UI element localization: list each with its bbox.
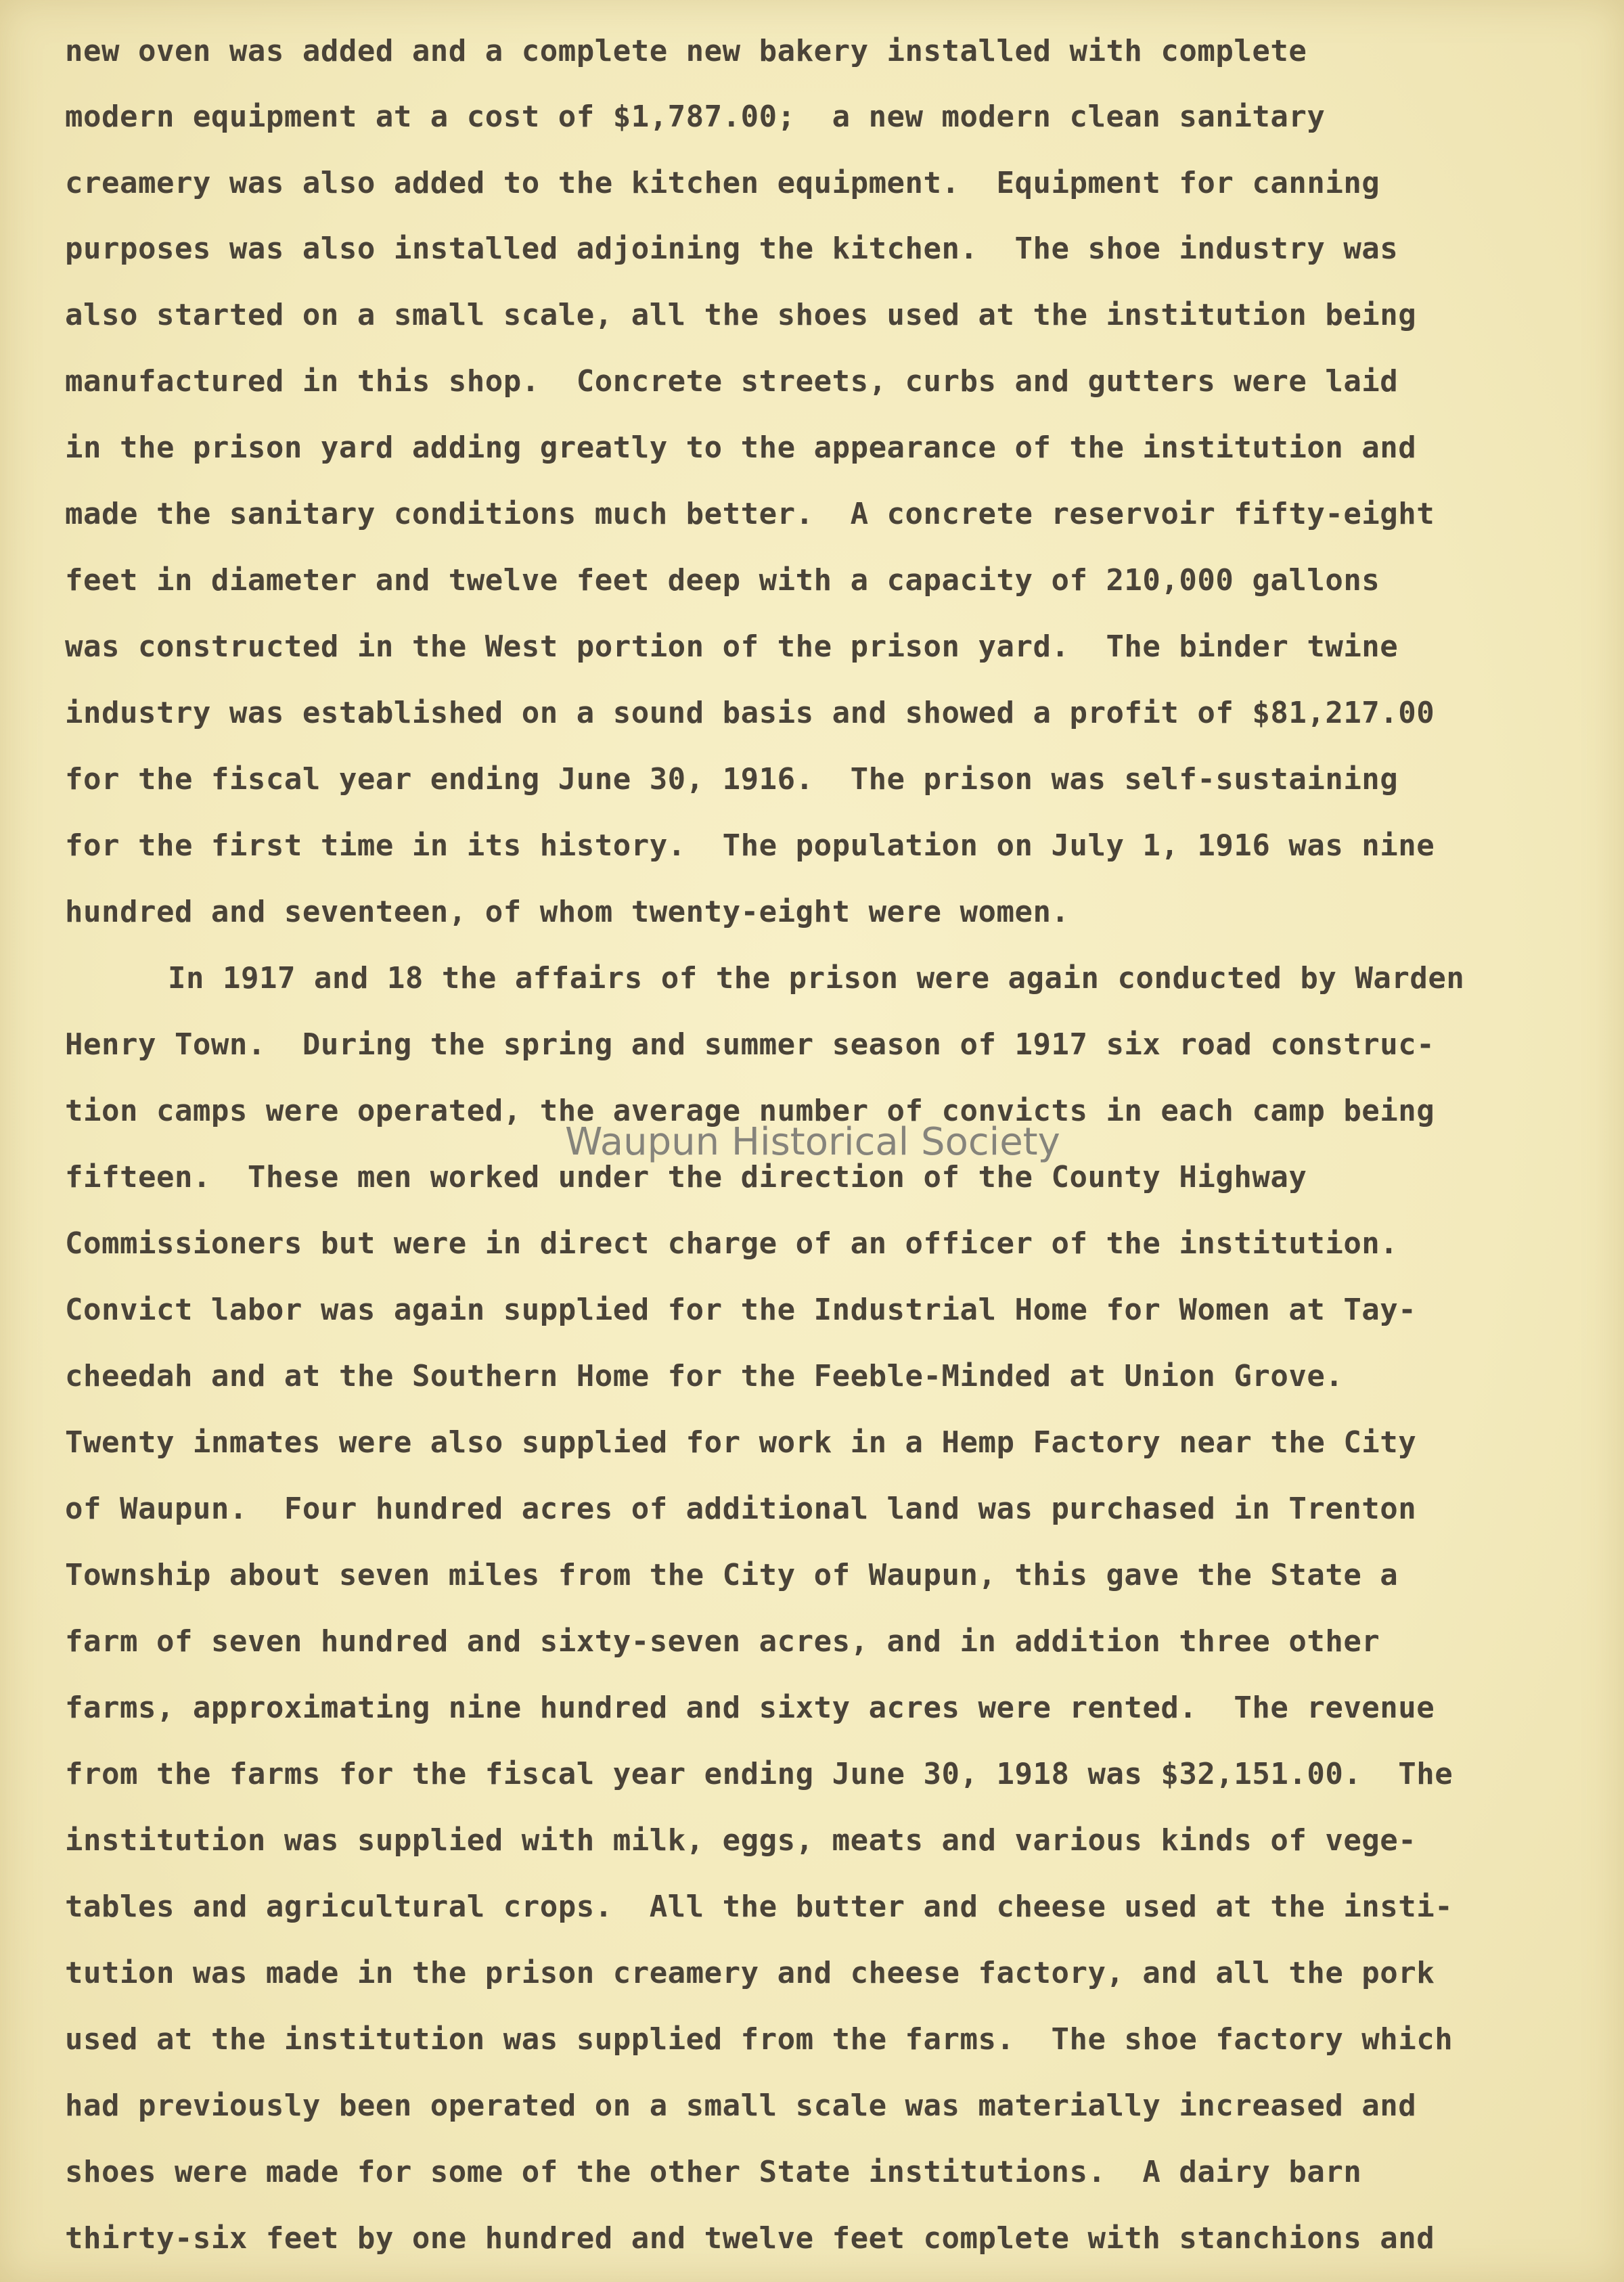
text-line: for the fiscal year ending June 30, 1916. The prison was self-sustaining	[65, 762, 1399, 797]
text-line: Convict labor was again supplied for the Industrial Home for Women at Tay-	[65, 1293, 1417, 1327]
text-line: Commissioners but were in direct charge of an officer of the institution.	[65, 1226, 1399, 1261]
text-line: Twenty inmates were also supplied for work in a Hemp Factory near the City	[65, 1425, 1417, 1460]
text-line: for the first time in its history. The population on July 1, 1916 was nine	[65, 828, 1435, 863]
text-line: hundred and seventeen, of whom twenty-eight were women.	[65, 895, 1070, 929]
text-line: tion camps were operated, the average number of convicts in each camp being	[65, 1094, 1435, 1128]
text-line: industry was established on a sound basis and showed a profit of $81,217.00	[65, 696, 1435, 730]
text-line: had previously been operated on a small scale was materially increased and	[65, 2088, 1417, 2123]
text-line: was constructed in the West portion of the prison yard. The binder twine	[65, 629, 1399, 664]
text-line: used at the institution was supplied from the farms. The shoe factory which	[65, 2022, 1453, 2057]
text-line: new oven was added and a complete new bakery installed with complete	[65, 34, 1307, 68]
text-line: shoes were made for some of the other State institutions. A dairy barn	[65, 2155, 1362, 2189]
text-line: made the sanitary conditions much better. A concrete reservoir fifty-eight	[65, 497, 1435, 531]
text-line: farms, approximating nine hundred and sixty acres were rented. The revenue	[65, 1691, 1435, 1725]
text-line: creamery was also added to the kitchen equipment. Equipment for canning	[65, 166, 1380, 200]
text-line: institution was supplied with milk, eggs, meats and various kinds of vege-	[65, 1823, 1417, 1858]
text-line: cheedah and at the Southern Home for the Feeble-Minded at Union Grove.	[65, 1359, 1344, 1393]
text-line: tables and agricultural crops. All the butter and cheese used at the insti-	[65, 1889, 1453, 1924]
text-line: Henry Town. During the spring and summer season of 1917 six road construc-	[65, 1027, 1435, 1062]
text-line: farm of seven hundred and sixty-seven acres, and in addition three other	[65, 1624, 1380, 1659]
text-line: manufactured in this shop. Concrete streets, curbs and gutters were laid	[65, 364, 1399, 399]
text-line: modern equipment at a cost of $1,787.00; a new modern clean sanitary	[65, 99, 1326, 134]
text-line: tution was made in the prison creamery and cheese factory, and all the pork	[65, 1956, 1435, 1990]
text-line: feet in diameter and twelve feet deep with a capacity of 210,000 gallons	[65, 563, 1380, 598]
text-line: also started on a small scale, all the shoes used at the institution being	[65, 298, 1417, 332]
watermark: Waupun Historical Society	[565, 1120, 1060, 1164]
text-line: of Waupun. Four hundred acres of additional land was purchased in Trenton	[65, 1492, 1417, 1526]
text-line: thirty-six feet by one hundred and twelve feet complete with stanchions and	[65, 2221, 1435, 2256]
text-line: purposes was also installed adjoining the kitchen. The shoe industry was	[65, 231, 1399, 266]
text-line: fifteen. These men worked under the direction of the County Highway	[65, 1160, 1307, 1194]
text-line: in the prison yard adding greatly to the appearance of the institution and	[65, 430, 1417, 465]
text-line: Township about seven miles from the City of Waupun, this gave the State a	[65, 1558, 1399, 1592]
text-line: from the farms for the fiscal year ending June 30, 1918 was $32,151.00. The	[65, 1757, 1453, 1791]
text-line: In 1917 and 18 the affairs of the prison were again conducted by Warden	[168, 961, 1465, 995]
